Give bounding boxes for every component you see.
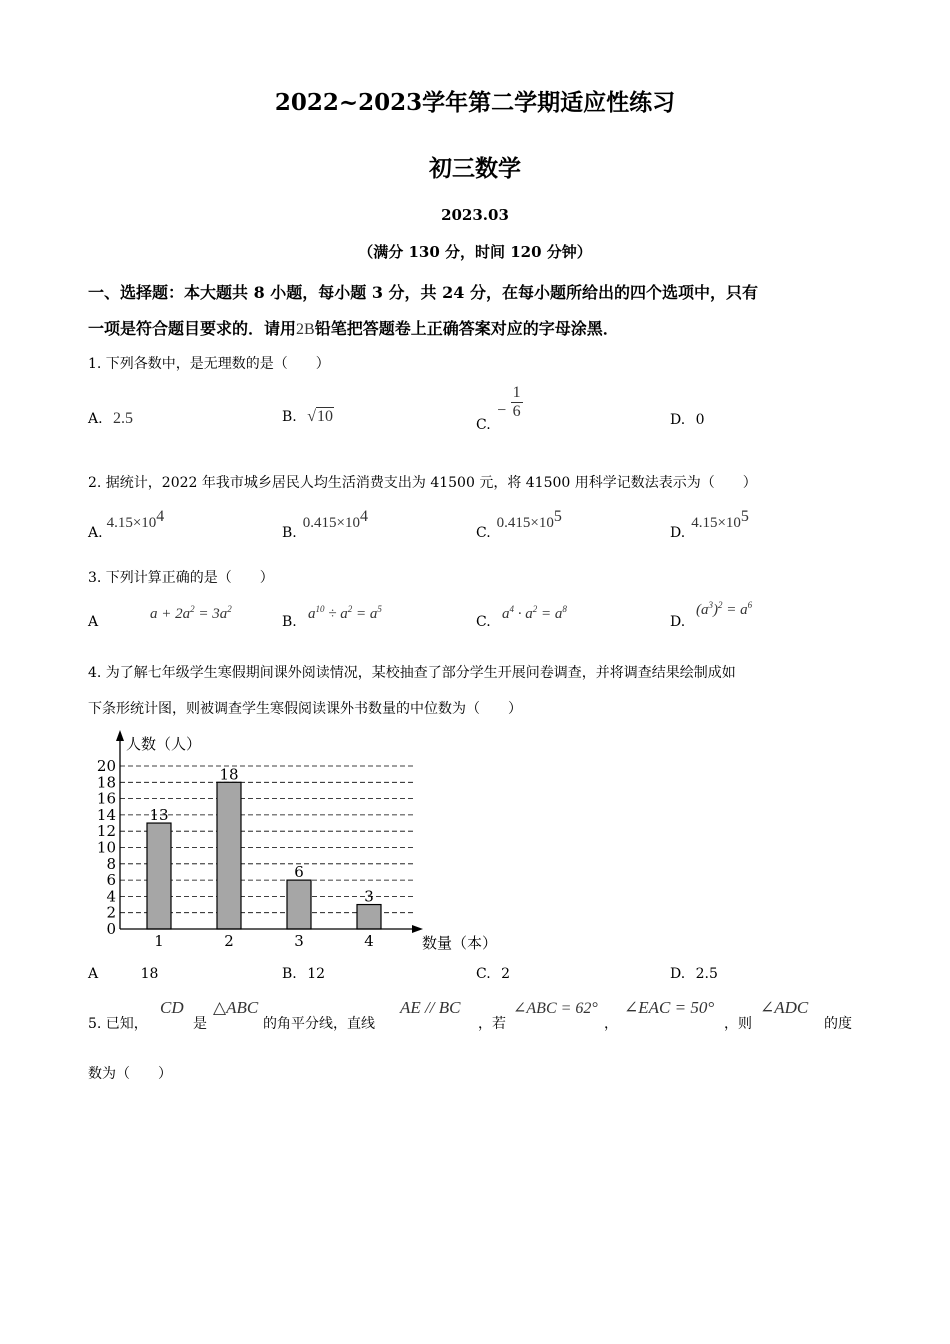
q5-is: 是: [193, 1016, 207, 1032]
numerator: 1: [512, 384, 521, 401]
section-instructions-line1: 一、选择题：本大题共 8 小题，每小题 3 分，共 24 分，在每小题所给出的四个选项中，只有: [88, 283, 758, 302]
subject-title: 初三数学: [429, 155, 521, 182]
q4-option-c: [476, 966, 510, 982]
q1-option-b: [282, 408, 334, 426]
option-exponent: 5: [740, 508, 749, 525]
q5-angle-abc: ∠ABC = 62°: [513, 1000, 598, 1017]
y-tick-label: 12: [96, 822, 116, 841]
option-label: B.: [282, 524, 297, 541]
y-tick-label: 8: [106, 854, 116, 873]
fraction: [511, 384, 523, 421]
bar-chart: [90, 728, 520, 960]
option-value: 2: [501, 966, 511, 982]
option-label: D.: [670, 524, 686, 541]
q4-option-b: [282, 966, 325, 982]
data-label: 13: [149, 806, 169, 825]
section-instructions-line2: [88, 316, 619, 339]
exam-date: 2023.03: [441, 206, 509, 224]
option-label: A.: [88, 524, 103, 541]
q1-option-c: [476, 384, 523, 433]
q2-option-a: [88, 508, 165, 541]
y-tick-label: 14: [96, 805, 116, 824]
x-axis-arrow: [412, 925, 423, 933]
data-label: 18: [219, 765, 239, 784]
x-tick-labels: [154, 932, 374, 950]
option-value: 0: [695, 412, 705, 428]
q5-angle-adc: ∠ADC: [760, 998, 809, 1017]
q1-option-a: [88, 410, 133, 428]
q5-angle-eac: ∠EAC = 50°: [624, 998, 715, 1017]
q5-then: ，则: [724, 1016, 752, 1032]
option-base: 0.415×10: [302, 514, 360, 531]
q3-option-b-label: B.: [282, 614, 297, 630]
option-label: B.: [282, 966, 297, 982]
y-axis-arrow: [116, 730, 124, 741]
option-label: B.: [282, 409, 297, 425]
question-2-stem: 2. 据统计，2022 年我市城乡居民人均生活消费支出为 41500 元，将 41500 用科学记数法表示为（ ）: [88, 475, 757, 491]
denominator: 6: [512, 403, 521, 420]
q5-parallel: AE // BC: [400, 998, 461, 1017]
q3-option-a-label: A: [88, 614, 99, 630]
bar: [217, 782, 241, 929]
q3-option-c-label: C.: [476, 614, 491, 630]
y-tick-label: 16: [96, 789, 116, 808]
q5-if: ，若: [478, 1016, 506, 1032]
question-4-stem-line1: 4. 为了解七年级学生寒假期间课外阅读情况，某校抽查了部分学生开展问卷调查，并将调查结果绘制成如: [88, 665, 736, 681]
x-tick-label: 4: [364, 932, 374, 950]
option-value: 12: [307, 966, 326, 982]
q3-option-c-formula: $a^4 \cdot a^2 = a^8$: [502, 604, 567, 622]
radicand: 10: [316, 408, 333, 425]
q5-comma: ，: [604, 1016, 618, 1032]
q2-option-d: [670, 508, 749, 541]
y-tick-label: 20: [96, 757, 116, 775]
sqrt-expression: √10: [307, 408, 333, 425]
data-labels: [149, 765, 373, 905]
option-base: 0.415×10: [496, 514, 554, 531]
q3-option-d-formula: $(a^3)^2 = a^6$: [696, 600, 753, 618]
chart-bars: [147, 782, 381, 929]
x-axis-label: 数量（本）: [422, 934, 498, 952]
q3-option-d-label: D.: [670, 614, 686, 630]
y-tick-label: 18: [96, 773, 116, 792]
option-exponent: 5: [553, 508, 562, 525]
q5-cd: CD: [160, 998, 184, 1017]
data-label: 3: [364, 887, 374, 906]
y-tick-label: 10: [96, 838, 116, 857]
y-tick-label: 2: [106, 903, 116, 922]
section-instructions-text: 一项是符合题目要求的．请用: [88, 319, 297, 338]
question-1-stem: 1. 下列各数中，是无理数的是（ ）: [88, 356, 330, 372]
data-label: 6: [294, 863, 304, 882]
x-tick-label: 1: [154, 932, 164, 950]
option-label: C.: [476, 416, 491, 433]
q4-option-d: [670, 966, 718, 982]
q1-option-d: [670, 412, 705, 428]
q5-degree: 的度: [824, 1016, 852, 1032]
pencil-type: 2B: [296, 321, 315, 338]
y-tick-label: 6: [106, 871, 116, 890]
y-tick-label: 4: [106, 887, 116, 906]
option-exponent: 4: [359, 508, 368, 525]
section-instructions-text-end: 铅笔把答题卷上正确答案对应的字母涂黑．: [314, 319, 619, 338]
option-base: 4.15×10: [106, 514, 157, 531]
option-label: D.: [670, 412, 686, 428]
y-tick-label: 0: [106, 920, 116, 938]
q3-option-b-formula: $a^{10} \div a^2 = a^5$: [308, 604, 382, 622]
q2-option-c: [476, 508, 562, 541]
x-tick-label: 3: [294, 932, 304, 950]
option-label: A.: [88, 411, 103, 427]
option-base: 4.15×10: [691, 514, 741, 531]
x-tick-label: 2: [224, 932, 234, 950]
exam-info: （满分 130 分，时间 120 分钟）: [358, 243, 592, 261]
question-4-stem-line2: 下条形统计图，则被调查学生寒假阅读课外书数量的中位数为（ ）: [88, 701, 522, 717]
question-3-stem: 3. 下列计算正确的是（ ）: [88, 570, 274, 586]
question-5-stem-line2: 数为（ ）: [88, 1066, 172, 1082]
minus-sign: −: [497, 401, 507, 419]
option-value: 2.5: [113, 410, 134, 427]
option-label: A: [88, 966, 99, 982]
q4-option-a: [88, 966, 158, 982]
bar: [287, 880, 311, 929]
option-value: 18: [140, 966, 159, 982]
y-tick-labels: [97, 757, 116, 938]
exam-title: 2022~2023学年第二学期适应性练习: [274, 89, 676, 116]
option-label: C.: [476, 524, 491, 541]
q3-option-a-formula: $a + 2a^2 = 3a^2$: [150, 604, 232, 622]
q5-bisector: 的角平分线，直线: [263, 1016, 375, 1032]
q5-triangle: △ABC: [213, 998, 259, 1017]
option-label: C.: [476, 966, 491, 982]
bar: [357, 905, 381, 929]
q2-option-b: [282, 508, 368, 541]
option-exponent: 4: [156, 508, 165, 525]
bar: [147, 823, 171, 929]
option-value: 2.5: [695, 966, 718, 982]
option-label: D.: [670, 966, 686, 982]
q5-number: 5. 已知，: [88, 1016, 148, 1032]
y-axis-label: 人数（人）: [126, 735, 202, 753]
